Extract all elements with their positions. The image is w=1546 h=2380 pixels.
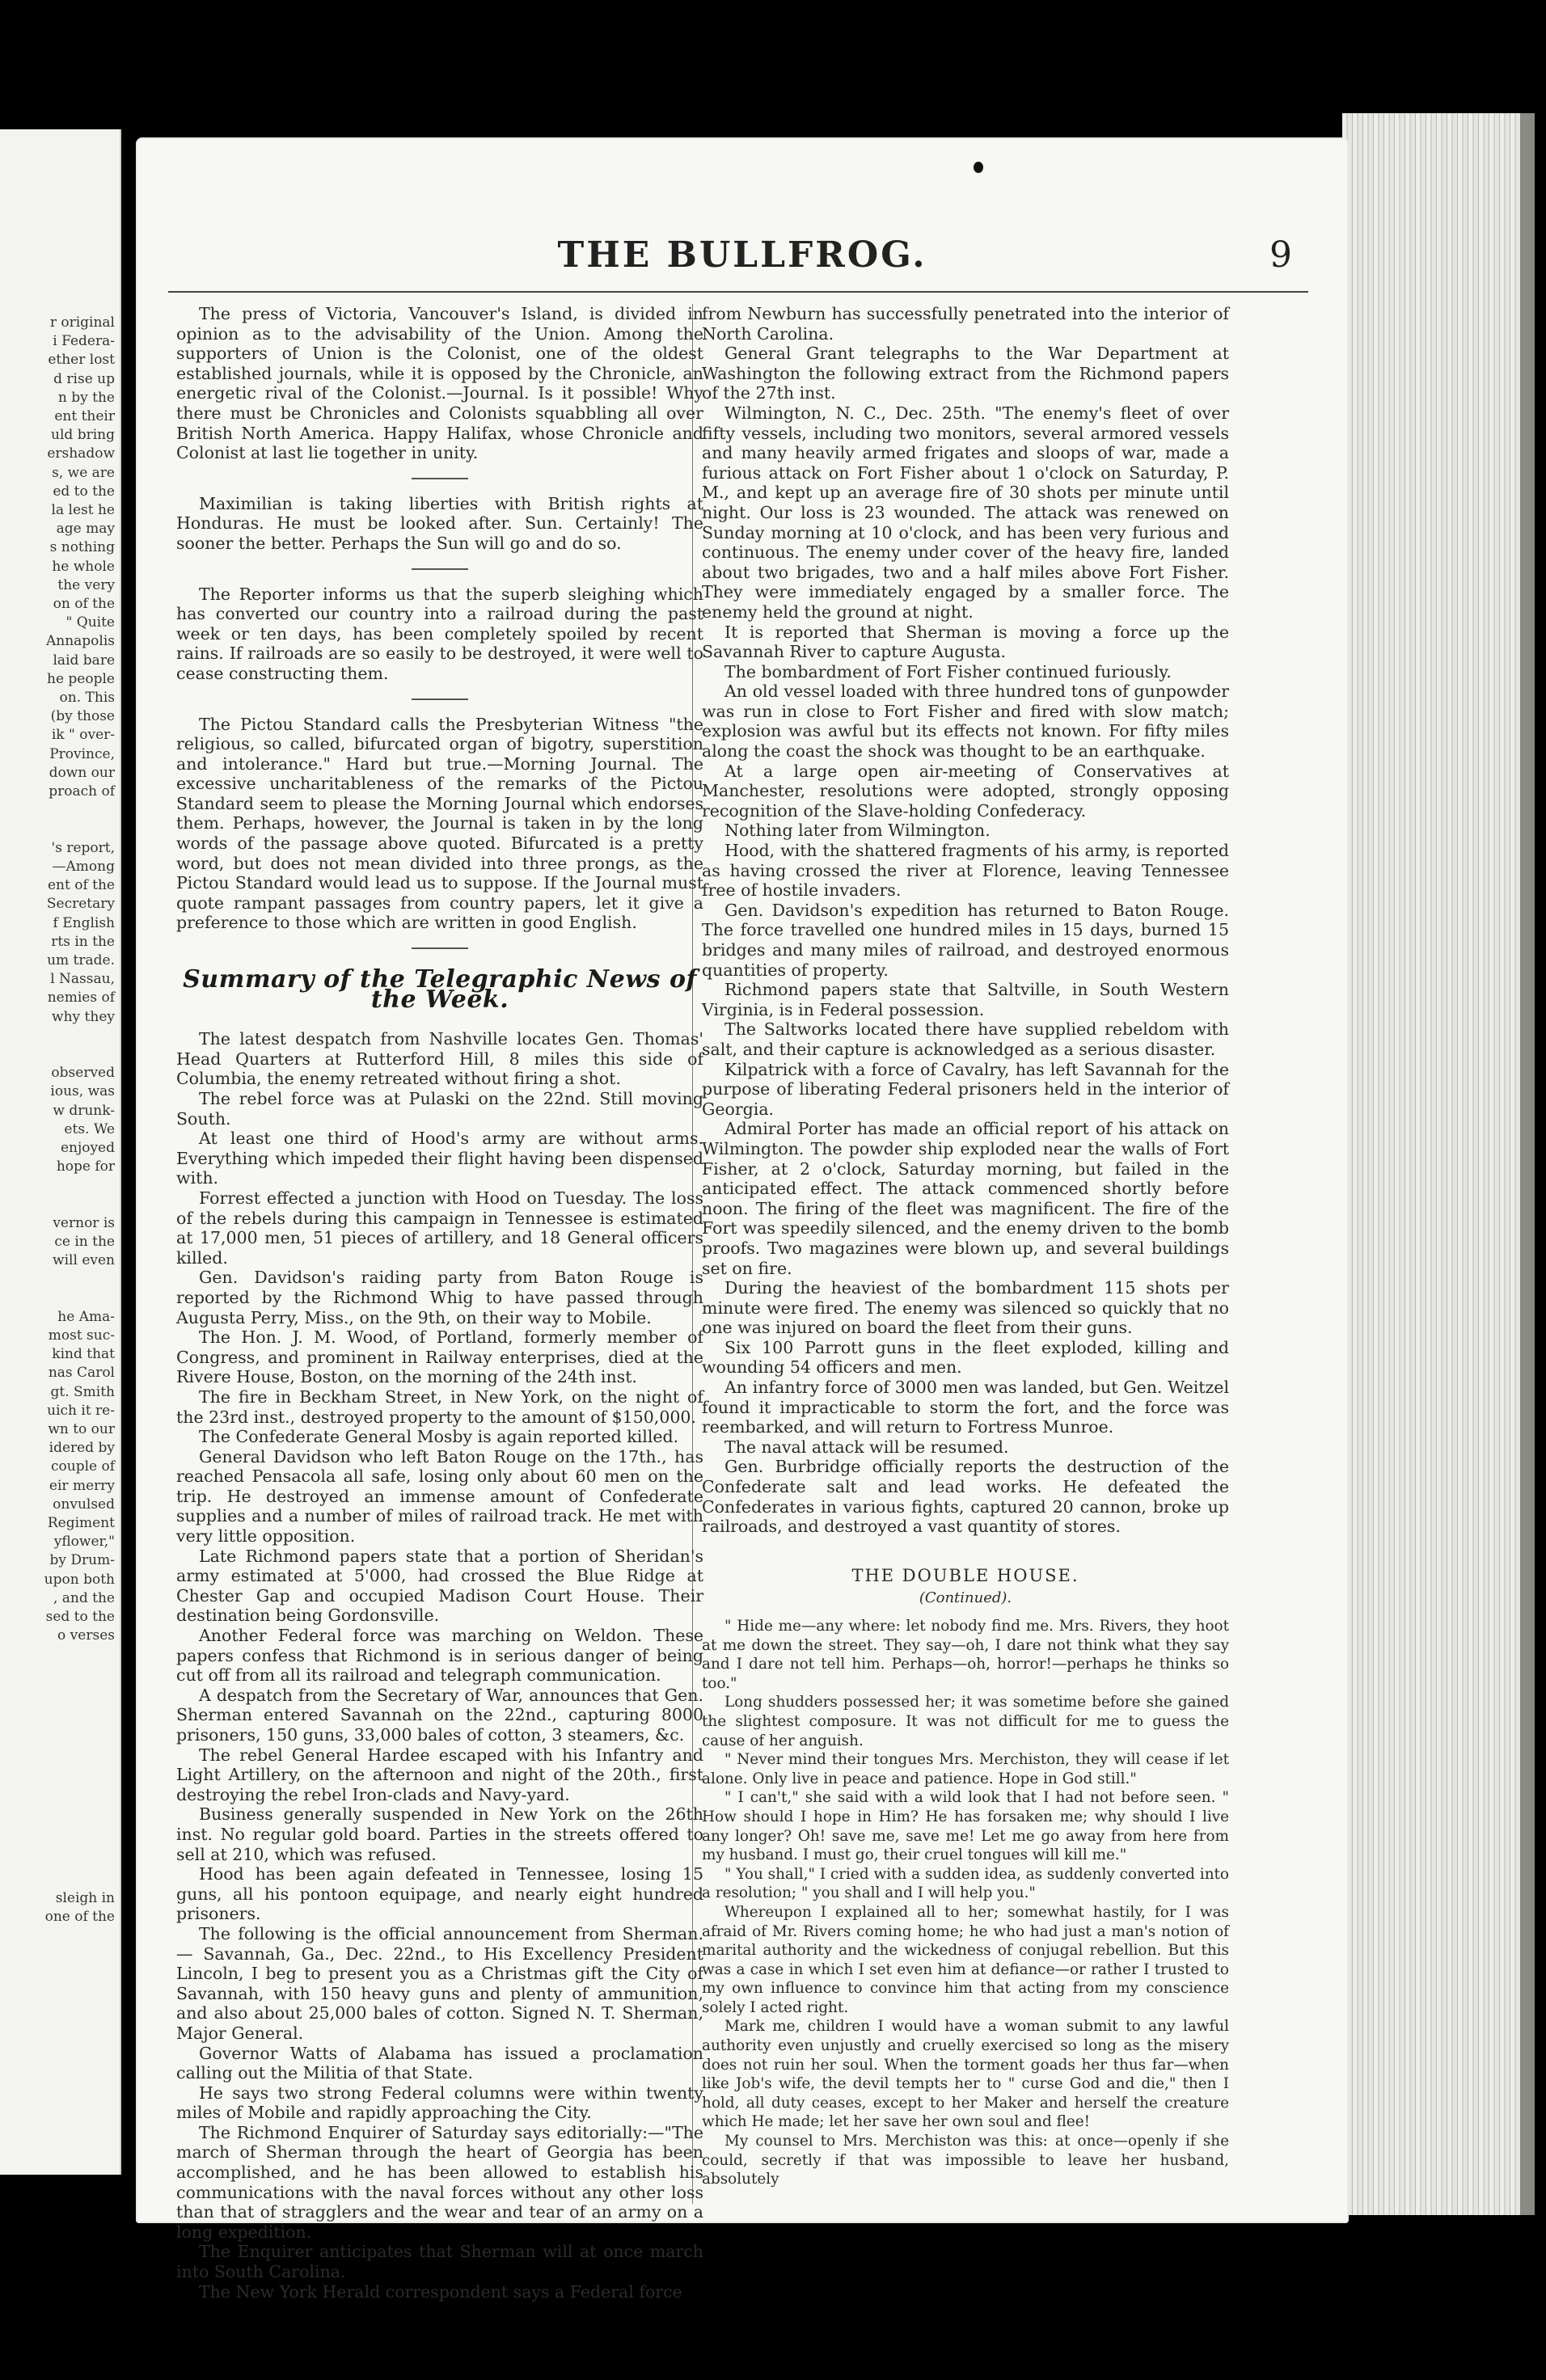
adjacent-page-line: [44, 1045, 115, 1064]
adjacent-page-line: [44, 1176, 115, 1195]
page-header: [136, 234, 1349, 283]
news-item: Richmond papers state that Saltville, in South Western Virginia, is in Federal possession.: [702, 980, 1229, 1019]
adjacent-page-line: Secretary: [46, 896, 115, 913]
adjacent-page-line: hope for: [56, 1158, 115, 1175]
story-paragraph: Long shudders possessed her; it was sometime before she gained the slightest composure. It was not difficult for me to guess the cause of her anguish.: [702, 1694, 1229, 1749]
adjacent-page-line: observed: [51, 1065, 115, 1082]
adjacent-page-line: ether lost: [48, 352, 115, 369]
story-paragraph: Mark me, children I would have a woman submit to any lawful authority even unjustly and cruelly exercised so long as the misery does not ruin her soul. When the torment goads her thus far—when like Job's wife, the devil tempts her to " curse God and die," then I hold, all duty ceases, except to her Maker and herself the creature which He made; let her save her own soul and flee!: [702, 2018, 1229, 2131]
header-rule: [168, 291, 1308, 293]
adjacent-page-line: [44, 1739, 115, 1758]
newspaper-page: [136, 137, 1349, 2302]
adjacent-page-line: ed to the: [53, 483, 115, 500]
adjacent-page-line: he people: [47, 670, 115, 687]
adjacent-page-line: o verses: [57, 1627, 115, 1644]
adjacent-page-line: gt. Smith: [50, 1383, 115, 1400]
adjacent-page-line: eir merry: [49, 1477, 115, 1494]
adjacent-page-line: 's report,: [51, 839, 115, 856]
adjacent-page-line: ce in the: [54, 1233, 115, 1250]
adjacent-page-line: proach of: [49, 783, 115, 800]
news-item: General Grant telegraphs to the War Department at Washington the following extract from the Richmond papers of the 27th inst.: [702, 344, 1229, 403]
news-item: Hood, with the shattered fragments of his army, is reported as having crossed the river at Florence, leaving Tennessee free of hostile invaders.: [702, 841, 1229, 901]
ink-spot: [974, 162, 983, 173]
adjacent-page-line: uld bring: [51, 427, 115, 444]
adjacent-page-line: i Federa-: [53, 333, 115, 350]
adjacent-page-line: [44, 1777, 115, 1796]
adjacent-page-line: , and the: [53, 1589, 115, 1606]
adjacent-page-line: nas Carol: [48, 1365, 115, 1382]
news-item: The fire in Beckham Street, in New York, on the night of the 23rd inst., destroyed property to the amount of $150,000.: [176, 1386, 703, 1427]
adjacent-page-line: la lest he: [51, 502, 115, 519]
adjacent-page-line: f English: [53, 914, 115, 931]
news-item: At least one third of Hood's army are without arms. Everything which impeded their flight having been dispensed with.: [176, 1129, 703, 1188]
left-column: [176, 304, 703, 2302]
adjacent-page-line: [44, 1758, 115, 1777]
adjacent-page-line: most suc-: [48, 1327, 115, 1344]
adjacent-page-line: [44, 1796, 115, 1814]
news-item: Gen. Davidson's raiding party from Baton Rouge is reported by the Richmond Whig to have passed through Augusta Perry, Miss., on the 9th, on their way to Mobile.: [176, 1268, 703, 1327]
news-item: Kilpatrick with a force of Cavalry, has left Savannah for the purpose of liberating Federal prisoners held in the interior of Georgia.: [702, 1059, 1229, 1119]
adjacent-page-line: w drunk-: [53, 1102, 115, 1119]
adjacent-page-line: [44, 1871, 115, 1889]
story-paragraph: " Never mind their tongues Mrs. Merchiston, they will cease if let alone. Only live in peace and patience. Hope in God still.": [702, 1751, 1229, 1787]
adjacent-page-line: ent of the: [47, 877, 115, 894]
news-item: He says two strong Federal columns were within twenty miles of Mobile and rapidly approaching the City.: [176, 2082, 703, 2123]
adjacent-page-line: sleigh in: [55, 1890, 115, 1907]
adjacent-page-line: s, we are: [52, 464, 115, 481]
news-item: Gen. Davidson's expedition has returned to Baton Rouge. The force travelled one hundred miles in 15 days, burned 15 bridges and many miles of railroad, and destroyed enormous quantities of property.: [702, 900, 1229, 980]
adjacent-page-line: n by the: [57, 389, 115, 406]
adjacent-page-line: d rise up: [53, 370, 115, 387]
adjacent-page-line: [44, 820, 115, 838]
adjacent-page-line: onvulsed: [53, 1496, 115, 1513]
adjacent-page-line: Regiment: [47, 1515, 115, 1531]
story-paragraph: " Hide me—any where: let nobody find me. Mrs. Rivers, they hoot at me down the street. They say—oh, I dare not think what they say and I dare not tell him. Perhaps—oh, horror!—perhaps he thinks so too.": [702, 1618, 1229, 1692]
right-column: [702, 304, 1229, 2189]
news-item: It is reported that Sherman is moving a force up the Savannah River to capture Augusta.: [702, 622, 1229, 662]
adjacent-page-line: —Among: [52, 858, 115, 875]
adjacent-page-line: age may: [56, 521, 115, 538]
news-item: The Enquirer anticipates that Sherman will at once march into South Carolina.: [176, 2242, 703, 2282]
news-item: The naval attack will be resumed.: [724, 1437, 1009, 1457]
news-item: The rebel force was at Pulaski on the 22nd. Still moving South.: [176, 1089, 703, 1129]
news-item: Forrest effected a junction with Hood on Tuesday. The loss of the rebels during this campaign in Tennessee is estimated at 17,000 men, 51 pieces of artillery, and 18 General officers killed.: [176, 1188, 703, 1268]
story-title: THE DOUBLE HOUSE.: [851, 1565, 1079, 1585]
story-paragraph: Whereupon I explained all to her; somewhat hastily, for I was afraid of Mr. Rivers coming home; he who had just a man's notion of marital authority and the wickedness of conjugal rebellion. But this was a case in which I set even him at defiance—or rather I trusted to my own influence to convince him that acting from my conscience solely I acted right.: [702, 1903, 1229, 2016]
news-item: A despatch from the Secretary of War, announces that Gen. Sherman entered Savannah on the 22nd., capturing 8000 prisoners, 150 guns, 33,000 bales of cotton, 3 steamers, &c.: [176, 1685, 703, 1745]
adjacent-page-line: ets. We: [64, 1120, 115, 1137]
news-item: Wilmington, N. C., Dec. 25th. "The enemy's fleet of over fifty vessels, including two monitors, several armored vessels and many heavily armed frigates and sloops of war, made a furious attack on Fort Fisher about 1 o'clock on Saturday, P. M., and kept up an average fire of 30 shots per minute until night. Our loss is 23 wounded. The attack was renewed on Sunday morning at 10 o'clock, and has been very furious and continuous. The enemy under cover of the heavy fire, landed about two brigades, two and a half miles above Fort Fisher. They were immediately engaged by a smaller force. The enemy held the ground at night.: [702, 403, 1229, 622]
adjacent-page-line: enjoyed: [60, 1139, 115, 1156]
adjacent-page-line: uich it re-: [47, 1402, 115, 1419]
adjacent-page-line: vernor is: [53, 1214, 115, 1231]
adjacent-page-line: wn to our: [48, 1420, 115, 1437]
article-paragraph: The Pictou Standard calls the Presbyterian Witness "the religious, so called, bifurcated organ of bigotry, superstition and intolerance." Hard but true.—Morning Journal. The excessive uncharitableness of the remarks of the Pictou Standard seem to please the Morning Journal which endorses them. Perhaps, however, the Journal is taken in by the long words of the passage above quoted. Bifurcated is a pretty word, but does not mean divided into three prongs, as the Pictou Standard would lead us to suppose. If the Journal must quote rampant passages from country papers, let it give a preference to those which are written in good English.: [176, 714, 703, 933]
page-number: 9: [1269, 234, 1292, 276]
adjacent-page-line: l Nassau,: [50, 971, 115, 988]
news-item: The Richmond Enquirer of Saturday says editorially:—"The march of Sherman through the heart of Georgia has been accomplished, and he has been allowed to establish his communications with the naval forces without any other loss than that of stragglers and the wear and tear of an army on a long expedition.: [176, 2122, 703, 2242]
adjacent-page-line: ious, was: [50, 1083, 115, 1100]
news-item: Governor Watts of Alabama has issued a proclamation calling out the Militia of that State.: [176, 2043, 703, 2083]
news-item: An old vessel loaded with three hundred tons of gunpowder was run in close to Fort Fisher and fired with slow match; explosion was awful but its effects not known. For fifty miles along the coast the shock was thought to be an earthquake.: [702, 682, 1229, 762]
adjacent-page-line: he Ama-: [57, 1308, 115, 1325]
adjacent-page-line: [44, 1196, 115, 1214]
news-item: Another Federal force was marching on Weldon. These papers confess that Richmond is in serious danger of being cut off from all its railroad and telegraph communication.: [176, 1626, 703, 1686]
news-item: Hood has been again defeated in Tennessee, losing 15 guns, all his pontoon equipage, and nearly eight hundred prisoners.: [176, 1864, 703, 1924]
adjacent-page-line: rts in the: [51, 933, 115, 950]
adjacent-page-line: [44, 1720, 115, 1739]
adjacent-page-line: (by those: [50, 708, 115, 725]
adjacent-page-line: upon both: [44, 1571, 115, 1588]
story-subtitle: (Continued).: [919, 1589, 1012, 1607]
adjacent-page-line: um trade.: [47, 952, 115, 968]
news-item: During the heaviest of the bombardment 115 shots per minute were fired. The enemy was silenced so quickly that no one was injured on board the fleet from their guns.: [702, 1278, 1229, 1338]
news-item: Nothing later from Wilmington.: [724, 821, 991, 841]
adjacent-page-line: [44, 1852, 115, 1871]
adjacent-page-line: Province,: [49, 745, 115, 762]
adjacent-page-line: he whole: [52, 558, 115, 575]
adjacent-page-line: ershadow: [47, 445, 115, 462]
adjacent-page-text: [44, 314, 115, 1926]
story-paragraph: My counsel to Mrs. Merchiston was this: at once—openly if she could, secretly if that was impossible to leave her husband, absolutely: [702, 2133, 1229, 2188]
adjacent-page-line: " Quite: [65, 614, 115, 631]
story-paragraph: " I can't," she said with a wild look that I had not before seen. " How should I hope in Him? He has forsaken me; why should I live any longer? Oh! save me, save me! Let me go away from here from my husband. I must go, their cruel tongues will kill me.": [702, 1789, 1229, 1864]
adjacent-page-line: [44, 1702, 115, 1720]
news-item: The following is the official announcement from Sherman.— Savannah, Ga., Dec. 22nd., to His Excellency President Lincoln, I beg to present you as a Christmas gift the City of Savannah, with 150 heavy guns and plenty of ammunition, and also about 25,000 bales of cotton. Signed N. T. Sherman, Major General.: [176, 1923, 703, 2043]
adjacent-page-line: ik " over-: [51, 727, 115, 744]
news-item: The Saltworks located there have supplied rebeldom with salt, and their capture is acknowledged as a serious disaster.: [702, 1019, 1229, 1059]
news-item: At a large open air-meeting of Conservatives at Manchester, resolutions were adopted, strongly opposing recognition of the Slave-holding Confederacy.: [702, 761, 1229, 821]
adjacent-page-line: idered by: [49, 1440, 115, 1457]
news-item: Admiral Porter has made an official report of his attack on Wilmington. The powder ship exploded near the walls of Fort Fisher, at 2 o'clock, Saturday morning, but failed in the anticipated effect. The attack commenced shortly before noon. The firing of the fleet was magnificent. The fire of the Fort was speedily silenced, and the enemy driven to the bomb proofs. Two magazines were blown up, and several buildings set on fire.: [702, 1119, 1229, 1278]
adjacent-page-line: kind that: [52, 1346, 115, 1363]
separator-rule: [412, 568, 468, 570]
news-item: Business generally suspended in New York on the 26th inst. No regular gold board. Parties in the streets offered to sell at 210, which was refused.: [176, 1804, 703, 1864]
adjacent-page-line: r original: [49, 314, 115, 331]
news-item: The latest despatch from Nashville locates Gen. Thomas' Head Quarters at Rutterford Hill, 8 miles this side of Columbia, the enemy retreated without firing a shot.: [176, 1029, 703, 1089]
adjacent-page-line: [44, 1027, 115, 1045]
adjacent-page-line: the very: [57, 576, 115, 593]
adjacent-page-line: [44, 1665, 115, 1683]
adjacent-page-line: will even: [53, 1252, 115, 1269]
separator-rule: [412, 947, 468, 949]
news-item: The New York Herald correspondent says a Federal force: [199, 2281, 682, 2302]
adjacent-page-line: why they: [52, 1008, 115, 1025]
news-item: Late Richmond papers state that a portion of Sheridan's army estimated at 5'000, had crossed the Blue Ridge at Chester Gap and occupied Madison Court House. Their destination being Gordonsville.: [176, 1546, 703, 1626]
adjacent-page-line: down our: [49, 764, 115, 781]
news-item: Gen. Burbridge officially reports the destruction of the Confederate salt and lead works. He defeated the Confederates in various fights, captured 20 cannon, broke up railroads, and destroyed a vast quantity of stores.: [702, 1457, 1229, 1537]
separator-rule: [412, 698, 468, 700]
adjacent-page-line: nemies of: [47, 990, 115, 1006]
adjacent-page-line: [44, 1814, 115, 1833]
adjacent-page-line: yflower,": [53, 1534, 115, 1551]
separator-rule: [412, 478, 468, 479]
story-paragraph: " You shall," I cried with a sudden idea, as suddenly converted into a resolution; " you shall and I will help you.": [702, 1865, 1229, 1902]
adjacent-page-line: on of the: [53, 596, 115, 613]
news-item: The Confederate General Mosby is again reported killed.: [199, 1427, 679, 1447]
adjacent-page-line: [44, 1289, 115, 1308]
article-paragraph: The Reporter informs us that the superb sleighing which has converted our country into a railroad during the past week or ten days, has been completely spoiled by recent rains. If railroads are so easily to be destroyed, it were well to cease constructing them.: [176, 584, 703, 683]
adjacent-page-line: [44, 1683, 115, 1702]
adjacent-page-line: [44, 1833, 115, 1851]
news-item: An infantry force of 3000 men was landed, but Gen. Weitzel found it impracticable to storm the fort, and the force was reembarked, and will return to Fortress Munroe.: [702, 1378, 1229, 1437]
news-item: from Newburn has successfully penetrated into the interior of North Carolina.: [702, 304, 1229, 344]
section-heading: Summary of the Telegraphic News of the Week.: [183, 965, 697, 1014]
news-item: The bombardment of Fort Fisher continued furiously.: [724, 661, 1172, 682]
news-item: The Hon. J. M. Wood, of Portland, formerly member of Congress, and prominent in Railway enterprises, died at the Rivere House, Boston, on the morning of the 24th inst.: [176, 1327, 703, 1387]
news-item: Six 100 Parrott guns in the fleet exploded, killing and wounding 54 officers and men.: [702, 1337, 1229, 1378]
adjacent-page-line: [44, 1645, 115, 1664]
article-paragraph: Maximilian is taking liberties with British rights at Honduras. He must be looked after. Sun. Certainly! The sooner the better. Perhaps the Sun will go and do so.: [176, 493, 703, 553]
adjacent-page-line: couple of: [50, 1458, 115, 1475]
adjacent-page-line: on. This: [59, 690, 115, 707]
adjacent-page-line: Annapolis: [45, 633, 115, 650]
news-item: General Davidson who left Baton Rouge on the 17th., has reached Pensacola all safe, losing only about 60 men on the trip. He destroyed an immense amount of Confederate supplies and a number of miles of railroad track. He met with very little opposition.: [176, 1446, 703, 1547]
adjacent-page-line: sed to the: [45, 1609, 115, 1626]
running-title: THE BULLFROG.: [557, 234, 927, 276]
adjacent-page-line: s nothing: [49, 539, 115, 556]
adjacent-page-line: [44, 801, 115, 820]
serial-story: [702, 1617, 1229, 2189]
adjacent-page-line: one of the: [44, 1909, 115, 1926]
adjacent-page-strip: [0, 129, 121, 2175]
adjacent-page-line: laid bare: [53, 652, 115, 669]
book-page-edges: [1342, 113, 1535, 2215]
article-paragraph: The press of Victoria, Vancouver's Island, is divided in opinion as to the advisability of the Union. Among the supporters of Union is the Colonist, one of the oldest established journals, while it is opposed by the Chronicle, an energetic rival of the Colonist.—Journal. Is it possible! Why there must be Chronicles and Colonists squabbling all over British North America. Happy Halifax, whose Chronicle and Colonist at last lie together in unity.: [176, 304, 703, 463]
adjacent-page-line: [44, 1270, 115, 1289]
adjacent-page-line: by Drum-: [49, 1552, 115, 1569]
news-item: The rebel General Hardee escaped with his Infantry and Light Artillery, on the afternoon and night of the 20th., first destroying the rebel Iron-clads and Navy-yard.: [176, 1745, 703, 1804]
adjacent-page-line: ent their: [54, 408, 115, 425]
